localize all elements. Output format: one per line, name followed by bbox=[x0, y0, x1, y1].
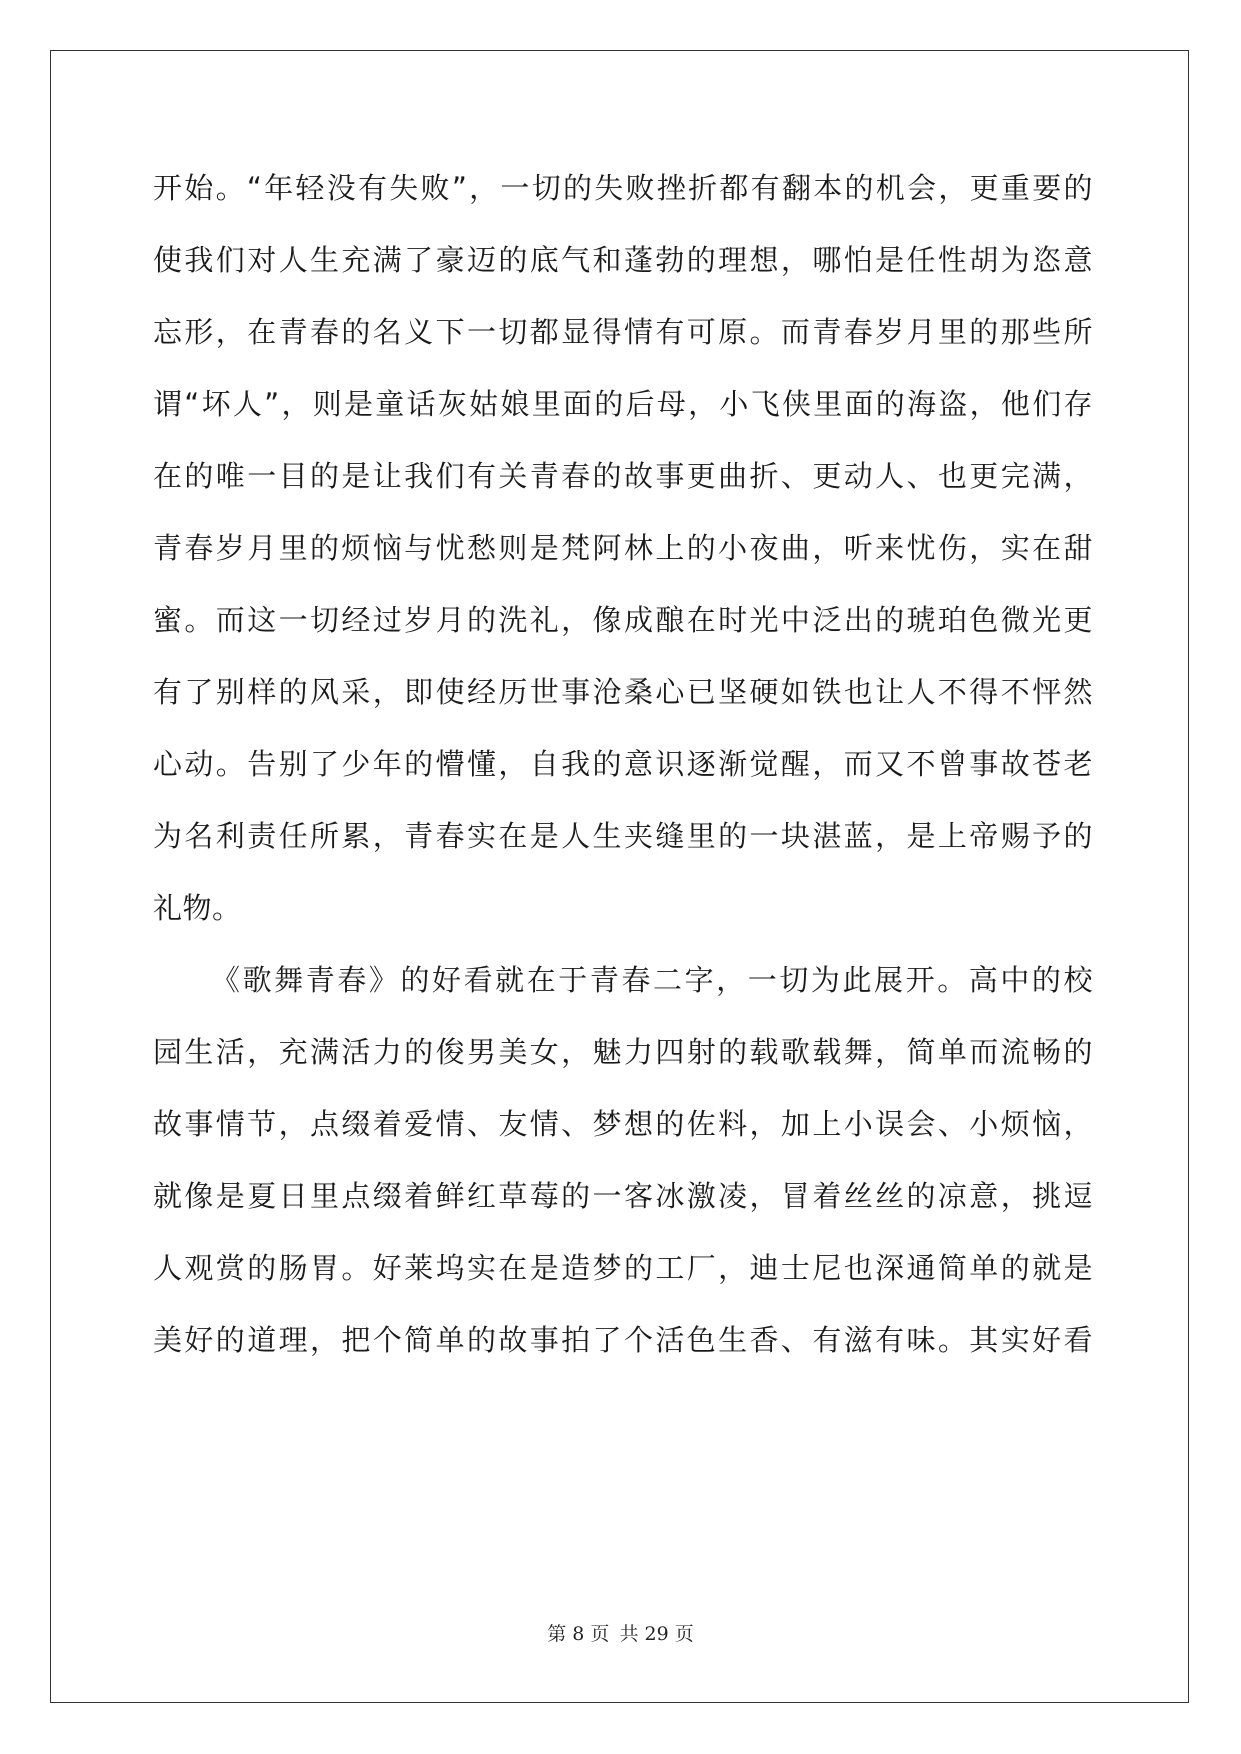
paragraph-2-line-5: 人观赏的肠胃。好莱坞实在是造梦的工厂，迪士尼也深通简单的就是 bbox=[153, 1251, 1093, 1285]
paragraph-1-line-7: 蜜。而这一切经过岁月的洗礼，像成酿在时光中泛出的琥珀色微光更 bbox=[153, 603, 1093, 637]
paragraph-2-line-6: 美好的道理，把个简单的故事拍了个活色生香、有滋有味。其实好看 bbox=[153, 1323, 1093, 1357]
paragraph-1-line-2: 使我们对人生充满了豪迈的底气和蓬勃的理想，哪怕是任性胡为恣意 bbox=[153, 243, 1093, 277]
paragraph-2-line-2: 园生活，充满活力的俊男美女，魅力四射的载歌载舞，简单而流畅的 bbox=[153, 1035, 1093, 1069]
paragraph-1-line-8: 有了别样的风采，即使经历世事沧桑心已坚硬如铁也让人不得不怦然 bbox=[153, 675, 1093, 709]
paragraph-1-line-11: 礼物。 bbox=[153, 891, 242, 925]
page-number: 第 8 页 bbox=[547, 1623, 610, 1645]
page-total: 共 29 页 bbox=[619, 1623, 694, 1645]
paragraph-1-line-9: 心动。告别了少年的懵懂，自我的意识逐渐觉醒，而又不曾事故苍老 bbox=[153, 747, 1093, 781]
document-body bbox=[153, 160, 1093, 1384]
paragraph-1-line-3: 忘形，在青春的名义下一切都显得情有可原。而青春岁月里的那些所 bbox=[153, 315, 1093, 349]
paragraph-1-line-4: 谓“坏人”，则是童话灰姑娘里面的后母，小飞侠里面的海盗，他们存 bbox=[153, 387, 1093, 421]
paragraph-1-line-10: 为名利责任所累，青春实在是人生夹缝里的一块湛蓝，是上帝赐予的 bbox=[153, 819, 1093, 853]
paragraph-1-line-5: 在的唯一目的是让我们有关青春的故事更曲折、更动人、也更完满， bbox=[153, 459, 1093, 493]
paragraph-2-line-3: 故事情节，点缀着爱情、友情、梦想的佐料，加上小误会、小烦恼， bbox=[153, 1107, 1093, 1141]
paragraph-1-line-1: 开始。“年轻没有失败”，一切的失败挫折都有翻本的机会，更重要的 bbox=[153, 171, 1093, 205]
page-footer bbox=[0, 1619, 1241, 1646]
paragraph-2-line-4: 就像是夏日里点缀着鲜红草莓的一客冰激凌，冒着丝丝的凉意，挑逗 bbox=[153, 1179, 1093, 1213]
paragraph-2-line-1: 《歌舞青春》的好看就在于青春二字，一切为此展开。高中的校 bbox=[211, 963, 1093, 997]
paragraph-1-line-6: 青春岁月里的烦恼与忧愁则是梵阿林上的小夜曲，听来忧伤，实在甜 bbox=[153, 531, 1093, 565]
